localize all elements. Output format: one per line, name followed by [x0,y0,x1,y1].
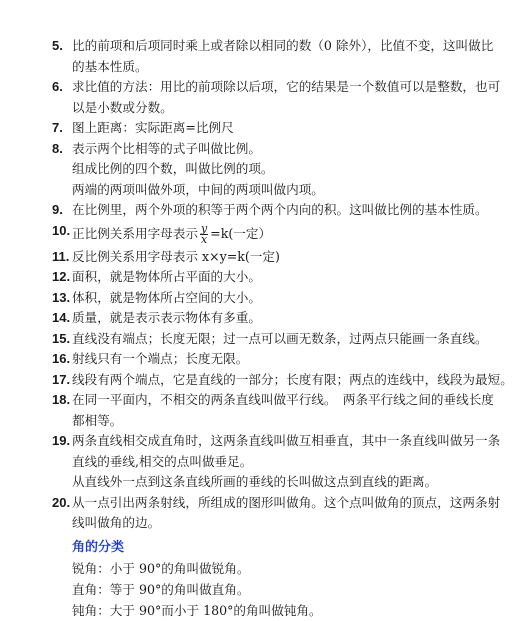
list-item [0,370,513,391]
list-item [0,288,500,309]
item-number: 8. [52,140,63,156]
item-number: 16. [52,351,71,366]
item-text: 面积，就是物体所占平面的大小。 [72,269,261,284]
list-item [0,349,500,370]
item-number: 13. [52,289,71,305]
list-item [0,308,500,329]
item-number: 7. [52,120,63,135]
list-item [0,247,500,268]
item-text [72,221,476,247]
item-text: 直线的垂线,相交的点叫做垂足。 [72,453,253,469]
item-text: 都相等。 [72,412,123,428]
item-text: 线段有两个端点，它是直线的一部分；长度有限；两点的连线中，线段为最短。 [72,371,513,387]
list-item [0,118,500,139]
list-item [0,493,500,534]
item-number: 15. [52,330,71,346]
item-text: 两端的两项叫做外项，中间的两项叫做内项。 [72,181,324,197]
item-number: 18. [52,392,71,407]
item-number: 20. [52,494,71,510]
item-text: 两条直线相交成直角时，这两条直线叫做互相垂直，其中一条直线叫做另一条 [72,433,501,448]
item-text: 求比值的方法：用比的前项除以后项，它的结果是一个数值可以是整数，也可 [72,79,501,94]
section-title: 角的分类 [72,538,125,554]
item-text: 质量，就是表示表示物体有多重。 [72,310,261,325]
item-text: 反比例关系用字母表示 x×y=k(一定) [72,248,280,264]
item-text: 射线只有一个端点；长度无限。 [72,351,249,366]
numbered-list [0,36,513,534]
formula-prefix: 正比例关系用字母表示 [72,225,198,241]
item-text: 比的前项和后项同时乘上或者除以相同的数（0 除外），比值不变，这叫做比 [72,38,494,53]
item-text: 从一点引出两条射线，所组成的图形叫做角。这个点叫做角的顶点，这两条射 [72,494,501,510]
list-item [0,139,500,201]
item-text: 组成比例的四个数，叫做比例的项。 [72,161,274,176]
item-number: 12. [52,269,71,284]
list-item [0,221,500,247]
list-item [0,77,500,118]
item-text: 从直线外一点到这条直线所画的垂线的长叫做这点到直线的距离。 [72,474,438,489]
angle-definition: 直角：等于 90°的角叫做直角。 [72,581,250,597]
fraction-numerator: y [200,221,208,235]
list-item [0,390,500,431]
item-number: 9. [52,202,63,217]
formula-suffix: =k(一定） [210,225,272,241]
item-number: 6. [52,79,63,94]
item-text: 图上距离：实际距离=比例尺 [72,120,234,135]
item-number: 14. [52,310,71,325]
item-text: 在比例里，两个外项的积等于两个两个内向的积。这叫做比例的基本性质。 [72,202,488,217]
angle-classification-list [0,558,500,621]
fraction [200,221,208,246]
angle-definition: 钝角：大于 90°而小于 180°的角叫做钝角。 [72,602,322,618]
item-text: 直线没有端点；长度无限；过一点可以画无数条，过两点只能画一条直线。 [72,330,488,346]
item-text: 表示两个比相等的式子叫做比例。 [72,140,261,156]
item-number: 19. [52,433,71,448]
item-text: 以是小数或分数。 [72,99,173,115]
list-item [0,36,500,77]
item-number: 17. [52,371,71,387]
item-text: 体积，就是物体所占空间的大小。 [72,289,261,305]
angle-definition: 锐角：小于 90°的角叫做锐角。 [72,560,250,576]
item-text: 在同一平面内，不相交的两条直线叫做平行线。 两条平行线之间的垂线长度 [72,392,494,407]
item-text: 的基本性质。 [72,58,148,74]
fraction-denominator: x [200,232,208,246]
list-item [0,329,500,350]
list-item [0,200,500,221]
item-text: 线叫做角的边。 [72,515,161,530]
item-number: 10. [52,222,71,238]
item-number: 5. [52,38,63,53]
list-item [0,431,500,493]
list-item [0,267,500,288]
item-number: 11. [52,248,70,264]
